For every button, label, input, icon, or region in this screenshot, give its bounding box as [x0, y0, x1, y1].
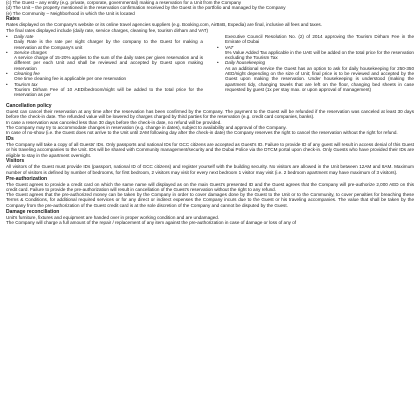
rate-term: Tourism tax [14, 81, 38, 87]
rate-text: 5% Value Added Tax applicable in the UAE will be added on the total price for the reservation excluding the Tourism Tax [225, 49, 414, 61]
rate-term: Daily rate [14, 33, 34, 39]
rates-included: The final rates displayed include (daily rate, service charges, cleaning fee, tourism dirham and VAT) [6, 27, 209, 33]
rate-item [217, 60, 414, 92]
bullet-icon: • [217, 44, 219, 50]
rates-right-column [217, 34, 414, 98]
preauth-heading: Pre-authorization [6, 175, 48, 182]
cancellation-text: In case a reservation was canceled less than 30 days before the check-in date, no refund will be provided. [6, 119, 222, 125]
rate-term: Cleaning fee [14, 71, 40, 77]
preauth-text: The Guest agrees that the pre-authorized money can be taken by the Company in order to cover damages done by the Guest to the Unit or to the Community, to cover penalties for breaching these Terms & Conditions, for additional required services or for any direct or indirect expenses the Company incurs due to the Guest or his traveling accompanies. The value that shall be taken by the Company from the pre-authorization of the Guest credit card is at the sole discretion of the Company and cannot be disputed by the Guest. [6, 192, 414, 208]
preauth-text: The Guest agrees to provide a credit card on which the same name will displayed as on the main Guest's presented ID and the Guest agrees that the Company will pre-authorize 2,000 AED on this credit card. Failure to provide the pre-authorization will result in cancellation of the Guest's reservation without the right to any refund. [6, 181, 414, 192]
bullet-icon: • [6, 49, 8, 55]
rate-text: A service charge of 15-20% applies to the sum of the daily rates per given reservation and is different per each Unit and shall be reviewed and accepted by Guest upon making reservation [14, 55, 203, 71]
definition-unit: (d) The Unit – the property mentioned in the reservation confirmation received by the Guest in the portfolio and managed by the Company [6, 5, 286, 11]
rate-text: As an additional service the Guest has an option to ask for daily housekeeping for 250-350 AED/night depending on the size of Unit; final price is to be reviewed and accepted by the Guest upon making the reservation. Under housekeeping is understood (making the apartment tidy, changing towels that are left on the floor, changing bed sheets in case requested by guest (1x per stay max. or upon approval of management) [225, 65, 414, 92]
cancellation-text: In case of no-show (i.e. the Guest does not arrive to the Unit until 2AM following day after the check-in date) the Company reserves the right to cancel the reservation without the right for refund. [6, 130, 398, 136]
rate-item [217, 45, 414, 61]
damage-text: The Company will charge a full amount of the repair / replacement of any item against the pre-authorization in case of damage or loss of any of [6, 219, 297, 225]
rate-text: Executive Council Resolution No. (2) of 2014 approving the Tourism Dirham Fee in the Emirate of Dubai [225, 33, 414, 45]
cancellation-text: The Company may try to accommodate changes in reservation (e.g. change in dates), subject to availability and approval of the Company. [6, 124, 287, 130]
rate-item [6, 34, 203, 50]
rate-text: Tourism Dirham Fee of 10 AED/bedroom/night will be added to the total price for the reservation as per [14, 86, 203, 98]
ids-text: The Company will take a copy of all Guests' IDs. Only passports and national IDs for GCC citizens are accepted as Guest's ID. Failure to provide ID of any guest will result in access denial of this Guest or his traveling accompanies to the Unit. IDs will be shared with Community management/security and the Dubai Police via the DTCM portal upon check-in. Only Guests who have provided their IDs are eligible to stay in the apartment overnight. [6, 142, 414, 158]
rate-term: VAT [225, 44, 234, 50]
bullet-icon: • [6, 81, 8, 87]
definition-community: (e) The Community – Neighborhood in which the Unit is located [6, 10, 135, 16]
bullet-icon: • [6, 33, 8, 39]
cancellation-text: Guest can cancel their reservation at any time after the reservation has been confirmed by the Company. The payment to the Guest will be refunded if the reservation was canceled at least 30 days before the check-in date. The refunded value will be lowered by charges charged by third parties for the reservation (e.g. credit card companies, banks). [6, 109, 414, 120]
rate-item [6, 50, 203, 71]
rates-columns [6, 34, 414, 98]
damage-text: Unit's furniture, fixtures and equipment are handed over in proper working condition and are undamaged. [6, 214, 220, 220]
rates-left-column [6, 34, 203, 98]
damage-heading: Damage reconciliation [6, 208, 60, 215]
rates-intro: Rates displayed on the Company's website or its online travel agencies suppliers (e.g. Booking.com, AirBnB, Expedia) are final, inclusive all fees and taxes. [6, 22, 322, 28]
rate-item [6, 71, 203, 82]
bullet-icon: • [217, 60, 219, 66]
cancellation-heading: Cancellation policy [6, 103, 52, 110]
rate-term: Service charges [14, 49, 47, 55]
rate-text: One time cleaning fee is applicable per one reservation [14, 76, 127, 82]
rates-heading: Rates [6, 16, 20, 23]
visitors-text: All visitors of the Guest must provide IDs (passport, national ID of GCC citizens) and register yourself with the building security. No visitors are allowed in the Unit between 12AM and 8AM. Maximum number of visitors is defined by number of bedrooms, for first bedroom, 2 visitors may visit for every next bedroom 1 visitor may visit (i.e. 2 bedroom apartment may have maximum of 3 visitors). [6, 164, 414, 175]
visitors-heading: Visitors [6, 158, 25, 165]
bullet-icon: • [6, 71, 8, 77]
rate-text: Daily Rate is the rate per night charger by the company to the Guest for making a reservation at the Company's unit [14, 39, 203, 50]
definition-guest: (c) The Guest – any entity (e.g. private, corporate, governmental) making a reservation for a Unit from the Company [6, 0, 242, 5]
ids-heading: IDs [6, 136, 14, 143]
rate-term: Daily housekeeping [225, 60, 266, 66]
terms-document [6, 0, 414, 420]
rate-item [6, 82, 203, 98]
